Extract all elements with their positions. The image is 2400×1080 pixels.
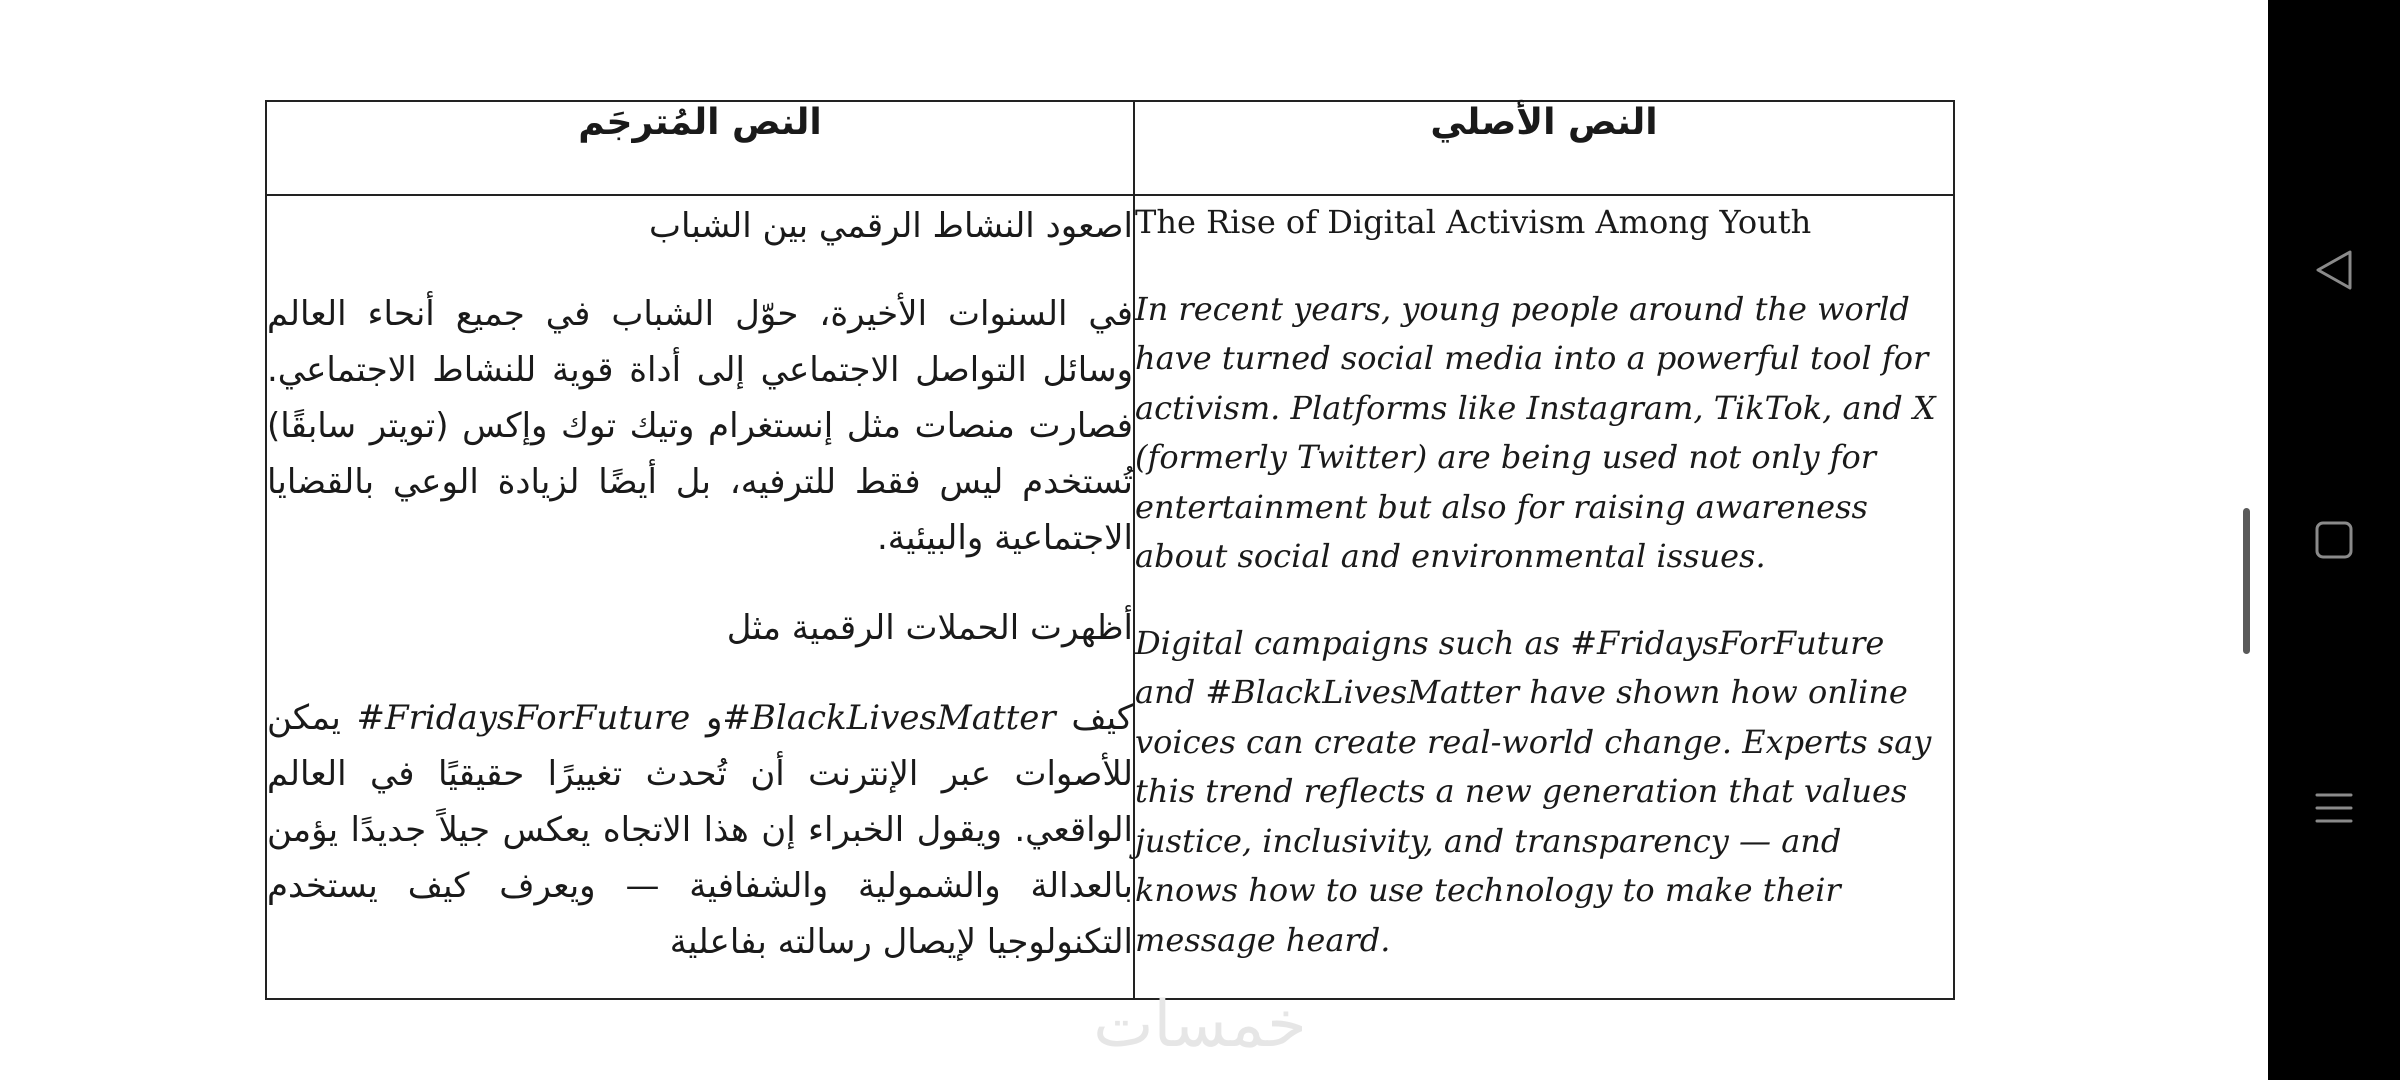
menu-lines-icon <box>2314 788 2354 828</box>
original-paragraph-1: In recent years, young people around the world have turned social media into a powerful tool for activism. Platforms like Instagram, TikTok, and X (formerly Twitter) are being used not only for entertainment but also for raising awareness about social and environmental issues. <box>1135 289 1936 575</box>
table-header-row <box>266 101 1954 195</box>
khamsat-watermark: خمسات <box>1093 988 1307 1062</box>
hashtag-blacklivesmatter: #BlackLivesMatter <box>722 698 1056 738</box>
translated-text-cell <box>266 195 1134 999</box>
header-original-text: النص الأصلي <box>1134 101 1954 195</box>
original-text-cell <box>1134 195 1954 999</box>
original-title: The Rise of Digital Activism Among Youth <box>1135 203 1812 241</box>
translated-title: اصعود النشاط الرقمي بين الشباب <box>648 206 1133 246</box>
home-square-icon <box>2314 520 2354 560</box>
original-paragraph-2: Digital campaigns such as #FridaysForFuture and #BlackLivesMatter have shown how online voices can create real-world change. Experts say this trend reflects a new generation that values justice, inclusivity, and transparency — and knows how to use technology to make their message heard. <box>1135 623 1932 959</box>
home-button[interactable] <box>2296 502 2372 578</box>
hashtag-fridaysforfuture: #FridaysForFuture <box>356 698 691 738</box>
translated-paragraph-1: في السنوات الأخيرة، حوّل الشباب في جميع أنحاء العالم وسائل التواصل الاجتماعي إلى أداة قوية للنشاط الاجتماعي. فصارت منصات مثل إنستغرام وتيك توك وإكس (تويتر سابقًا) تُستخدم ليس فقط للترفيه، بل أيضًا لزيادة الوعي بالقضايا الاجتماعية والبيئية. <box>267 294 1133 558</box>
table-content-row <box>266 195 1954 999</box>
header-translated-text: النص المُترجَم <box>266 101 1134 195</box>
translated-p3-rest: يمكن للأصوات عبر الإنترنت أن تُحدث تغييرًا حقيقيًا في العالم الواقعي. ويقول الخبراء إن هذا الاتجاه يعكس جيلاً جديدًا يؤمن بالعدالة والشمولية والشفافية — ويعرف كيف يستخدم التكنولوجيا لإيصال رسالته بفاعلية <box>267 698 1133 962</box>
translation-table <box>265 100 1955 1000</box>
recent-apps-button[interactable] <box>2296 770 2372 846</box>
back-button[interactable] <box>2296 232 2372 308</box>
scrollbar-thumb[interactable] <box>2243 508 2250 654</box>
translated-paragraph-3 <box>267 690 1133 970</box>
back-triangle-icon <box>2314 248 2354 292</box>
translated-paragraph-2: أظهرت الحملات الرقمية مثل <box>726 608 1133 648</box>
translated-p3-conjunction: و <box>705 698 723 738</box>
translated-p3-lead: كيف <box>1071 698 1134 738</box>
